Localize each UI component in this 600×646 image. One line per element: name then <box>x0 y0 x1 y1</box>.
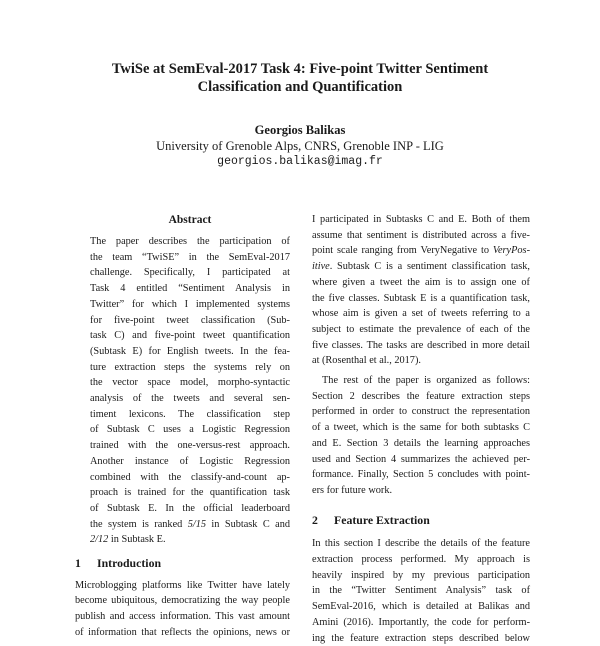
section-heading-feature-extraction <box>312 513 530 529</box>
left-column <box>75 212 290 641</box>
abstract-heading: Abstract <box>168 214 212 226</box>
section-title: Feature Extraction <box>334 512 430 527</box>
body-line: and E. Section 3 details the learning approaches <box>312 437 530 449</box>
body-line: SemEval-2016, which is detailed at Balikas and <box>312 601 530 613</box>
intro-line: Microblogging platforms like Twitter have lately <box>75 579 290 591</box>
emphasis-text: itive <box>312 261 330 273</box>
abstract-line: for five-point tweet classification (Sub- <box>90 314 290 326</box>
abstract-line: of Subtask C uses a Logistic Regression <box>90 424 290 436</box>
abstract-line: The paper describes the participation of <box>90 236 290 247</box>
author-name: Georgios Balikas <box>254 123 346 137</box>
body-line: extraction process performed. My approach is <box>312 554 530 566</box>
abstract-line: the system is ranked 5/15 in Subtask C and <box>90 518 290 530</box>
abstract-line: trained with the one-versus-rest approach. <box>90 440 290 452</box>
body-line: The rest of the paper is organized as follows: <box>322 375 530 387</box>
abstract-line: of Subtask E. In the official leaderboard <box>90 502 290 514</box>
right-column <box>312 212 530 646</box>
abstract-line: combined with the classify-and-count ap- <box>90 471 290 483</box>
body-line: subject to estimate the prevalence of each of the <box>312 323 530 335</box>
body-line: In this section I describe the details of the feature <box>312 538 530 550</box>
intro-continuation-paragraph <box>312 212 530 369</box>
abstract-line: the team “TwiSE” in the SemEval-2017 <box>90 251 290 263</box>
body-line: at (Rosenthal et al., 2017). <box>312 355 421 367</box>
body-line: in the “Twitter Sentiment Analysis” task of <box>312 585 530 597</box>
intro-line: publish and access information. This vast amount <box>75 611 290 623</box>
abstract-line: challenge. Specifically, I participated at <box>90 267 290 279</box>
section-heading-introduction <box>75 556 290 572</box>
abstract-line: Twitter” for which I implemented systems <box>90 298 290 310</box>
body-line: where given a tweet the aim is to assign one of <box>312 276 530 288</box>
body-line: Section 2 describes the feature extraction steps <box>312 390 530 402</box>
body-line: performed in order to construct the representation <box>312 406 530 418</box>
body-line: heavily inspired by my previous participation <box>312 569 530 581</box>
abstract-line: Task 4 entitled “Sentiment Analysis in <box>90 283 290 295</box>
abstract-line: 2/12 in Subtask E. <box>90 534 166 546</box>
body-line: itive. Subtask C is a sentiment classification task, <box>312 261 530 273</box>
body-line: formance. Finally, Section 5 concludes with point- <box>312 469 530 481</box>
body-line: whose aim is given a set of tweets referring to a <box>312 308 530 320</box>
author-affiliation: University of Grenoble Alps, CNRS, Grenoble INP - LIG <box>156 139 444 153</box>
author-email: georgios.balikas@imag.fr <box>217 155 383 168</box>
intro-line: of information that reflects the opinions, news or <box>75 626 290 638</box>
feature-extraction-body <box>312 536 530 646</box>
emphasis-text: 5/15 <box>187 518 207 530</box>
body-line: used and Section 4 summarizes the achieved per- <box>312 453 530 465</box>
author-block <box>60 122 540 170</box>
body-line: assume that sentiment is distributed across a five- <box>312 229 530 241</box>
abstract-line: proach is trained for the quantification task <box>90 487 290 499</box>
introduction-body <box>75 578 290 641</box>
emphasis-text: VeryPos- <box>492 245 530 257</box>
abstract-line: Another instance of Logistic Regression <box>90 455 290 467</box>
body-line: the five classes. Subtask E is a quantification task, <box>312 292 530 304</box>
abstract-line: the vector space model, morpho-syntactic <box>90 377 290 389</box>
abstract-line: task C) and five-point tweet quantification <box>90 330 290 342</box>
abstract-line: ture extraction steps the systems rely on <box>90 361 290 373</box>
body-line: ers for future work. <box>312 484 393 496</box>
body-line: ing the feature extraction steps described below <box>312 632 530 644</box>
organization-paragraph <box>312 373 530 499</box>
paper-title <box>60 60 540 96</box>
body-line: I participated in Subtasks C and E. Both of them <box>312 214 530 225</box>
intro-line: become ubiquitous, democratizing the way people <box>75 595 290 607</box>
body-line: five classes. The tasks are described in more detail <box>312 339 530 351</box>
abstract-line: analysis of the tweets and several sen- <box>90 393 290 405</box>
body-line: of a tweet, which is the same for both subtasks C <box>312 422 530 434</box>
body-line: Amini (2016). Importantly, the code for perform- <box>312 616 530 628</box>
title-line-2: Classification and Quantification <box>197 79 403 95</box>
section-number: 2 <box>312 512 318 527</box>
abstract-body <box>90 234 290 548</box>
section-title: Introduction <box>97 556 162 571</box>
emphasis-text: 2/12 <box>90 534 109 546</box>
abstract-line: timent lexicons. The classification step <box>90 408 290 420</box>
abstract-line: (Subtask E) for English tweets. In the fea- <box>90 345 290 357</box>
body-line: point scale ranging from VeryNegative to VeryPos- <box>312 245 530 257</box>
title-line-1: TwiSe at SemEval-2017 Task 4: Five-point Twitter Sentiment <box>111 61 489 77</box>
section-number: 1 <box>75 556 81 571</box>
